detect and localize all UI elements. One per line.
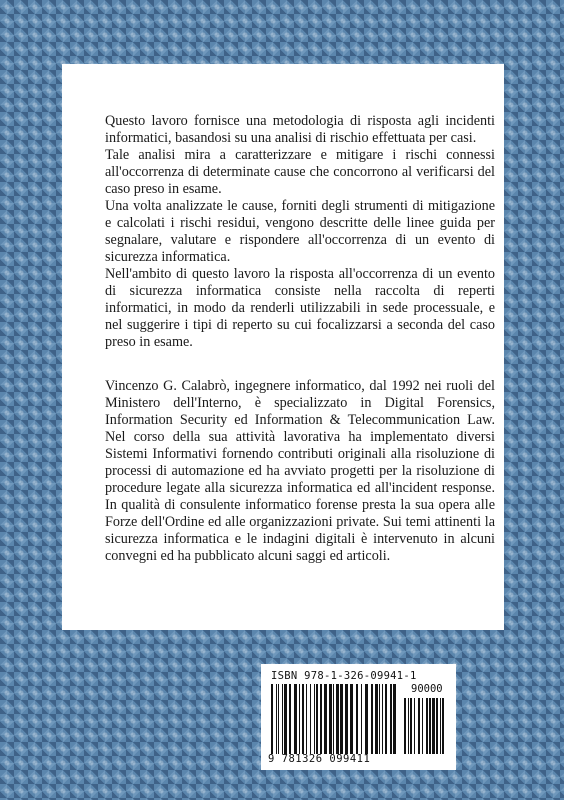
price-barcode-bars [404, 698, 444, 754]
barcode-bar [422, 698, 423, 754]
barcode-bar [278, 684, 279, 754]
barcode-bar [289, 684, 291, 754]
barcode-bar [282, 684, 283, 754]
barcode-bar [284, 684, 287, 754]
barcode-bar [324, 684, 327, 754]
barcode-bar [336, 684, 339, 754]
barcode-bar [404, 698, 406, 754]
barcode-bar [365, 684, 368, 754]
abstract-paragraph-4: Nell'ambito di questo lavoro la risposta all'occorrenza di un evento di sicurezza informatica consiste nella raccolta di reperti informatici, in modo da renderli utilizzabili in sede processuale, e nel suggerire i tipi di reperto su cui focalizzarsi a seconda del caso preso in esame. [105, 266, 495, 350]
barcode-bar [333, 684, 334, 754]
barcode-bar [271, 684, 273, 754]
barcode-bar [408, 698, 409, 754]
barcode-bar [310, 684, 311, 754]
isbn-barcode [261, 664, 456, 770]
price-code: 90000 [411, 683, 443, 695]
barcode-bar [361, 684, 362, 754]
barcode-bar [385, 684, 387, 754]
author-bio-paragraph: Vincenzo G. Calabrò, ingegnere informatico, dal 1992 nei ruoli del Ministero dell'Interno, è specializzato in Digital Forensics, Information Security ed Information & Telecommunication Law. Nel corso della sua attività lavorativa ha implementato diversi Sistemi Informativi fornendo contributi originali alla risoluzione di processi di automazione ed ha avviato progetti per la risoluzione di procedure legate alla sicurezza informatica ed all'incident response. In qualità di consulente informatico forense presta la sua opera alle Forze dell'Ordine ed alle organizzazioni private. Sui temi attinenti la sicurezza informatica e le indagini digitali è intervenuto in alcuni convegni ed ha pubblicato alcuni saggi ed articoli. [105, 378, 495, 564]
barcode-bar [432, 698, 435, 754]
isbn-label: ISBN 978-1-326-09941-1 [271, 670, 417, 682]
text-panel [62, 64, 504, 630]
barcode-bar [436, 698, 438, 754]
ean-barcode-bars [271, 684, 399, 754]
abstract-text [105, 113, 495, 351]
author-bio [105, 378, 495, 565]
barcode-bar [350, 684, 353, 754]
barcode-bar [379, 684, 380, 754]
barcode-bar [426, 698, 428, 754]
barcode-bar [329, 684, 332, 754]
barcode-bar [371, 684, 373, 754]
barcode-bar [302, 684, 304, 754]
barcode-bar [375, 684, 378, 754]
barcode-bar [276, 684, 277, 754]
barcode-bar [340, 684, 343, 754]
barcode-bar [440, 698, 441, 754]
barcode-bar [356, 684, 358, 754]
barcode-bar [393, 684, 396, 754]
barcode-bar [294, 684, 297, 754]
barcode-bar [418, 698, 420, 754]
abstract-paragraph-2: Tale analisi mira a caratterizzare e mitigare i rischi connessi all'occorrenza di determinate cause che concorrono al verificarsi del caso preso in esame. [105, 147, 495, 197]
abstract-paragraph-3: Una volta analizzate le cause, forniti degli strumenti di mitigazione e calcolati i rischi residui, vengono descritte delle linee guida per segnalare, valutare e rispondere all'occorrenza di un evento di sicurezza informatica. [105, 198, 495, 265]
barcode-bar [316, 684, 318, 754]
barcode-bar [429, 698, 431, 754]
abstract-paragraph-1: Questo lavoro fornisce una metodologia di risposta agli incidenti informatici, basandosi su una analisi di rischio effettuata per casi. [105, 113, 495, 146]
barcode-bar [306, 684, 307, 754]
barcode-bar [382, 684, 383, 754]
barcode-bar [410, 698, 412, 754]
barcode-digits: 9 781326 099411 [268, 753, 371, 765]
barcode-bar [299, 684, 300, 754]
barcode-bar [390, 684, 392, 754]
barcode-bar [442, 698, 444, 754]
barcode-bar [320, 684, 322, 754]
barcode-bar [414, 698, 415, 754]
barcode-bar [345, 684, 348, 754]
barcode-bar [314, 684, 315, 754]
